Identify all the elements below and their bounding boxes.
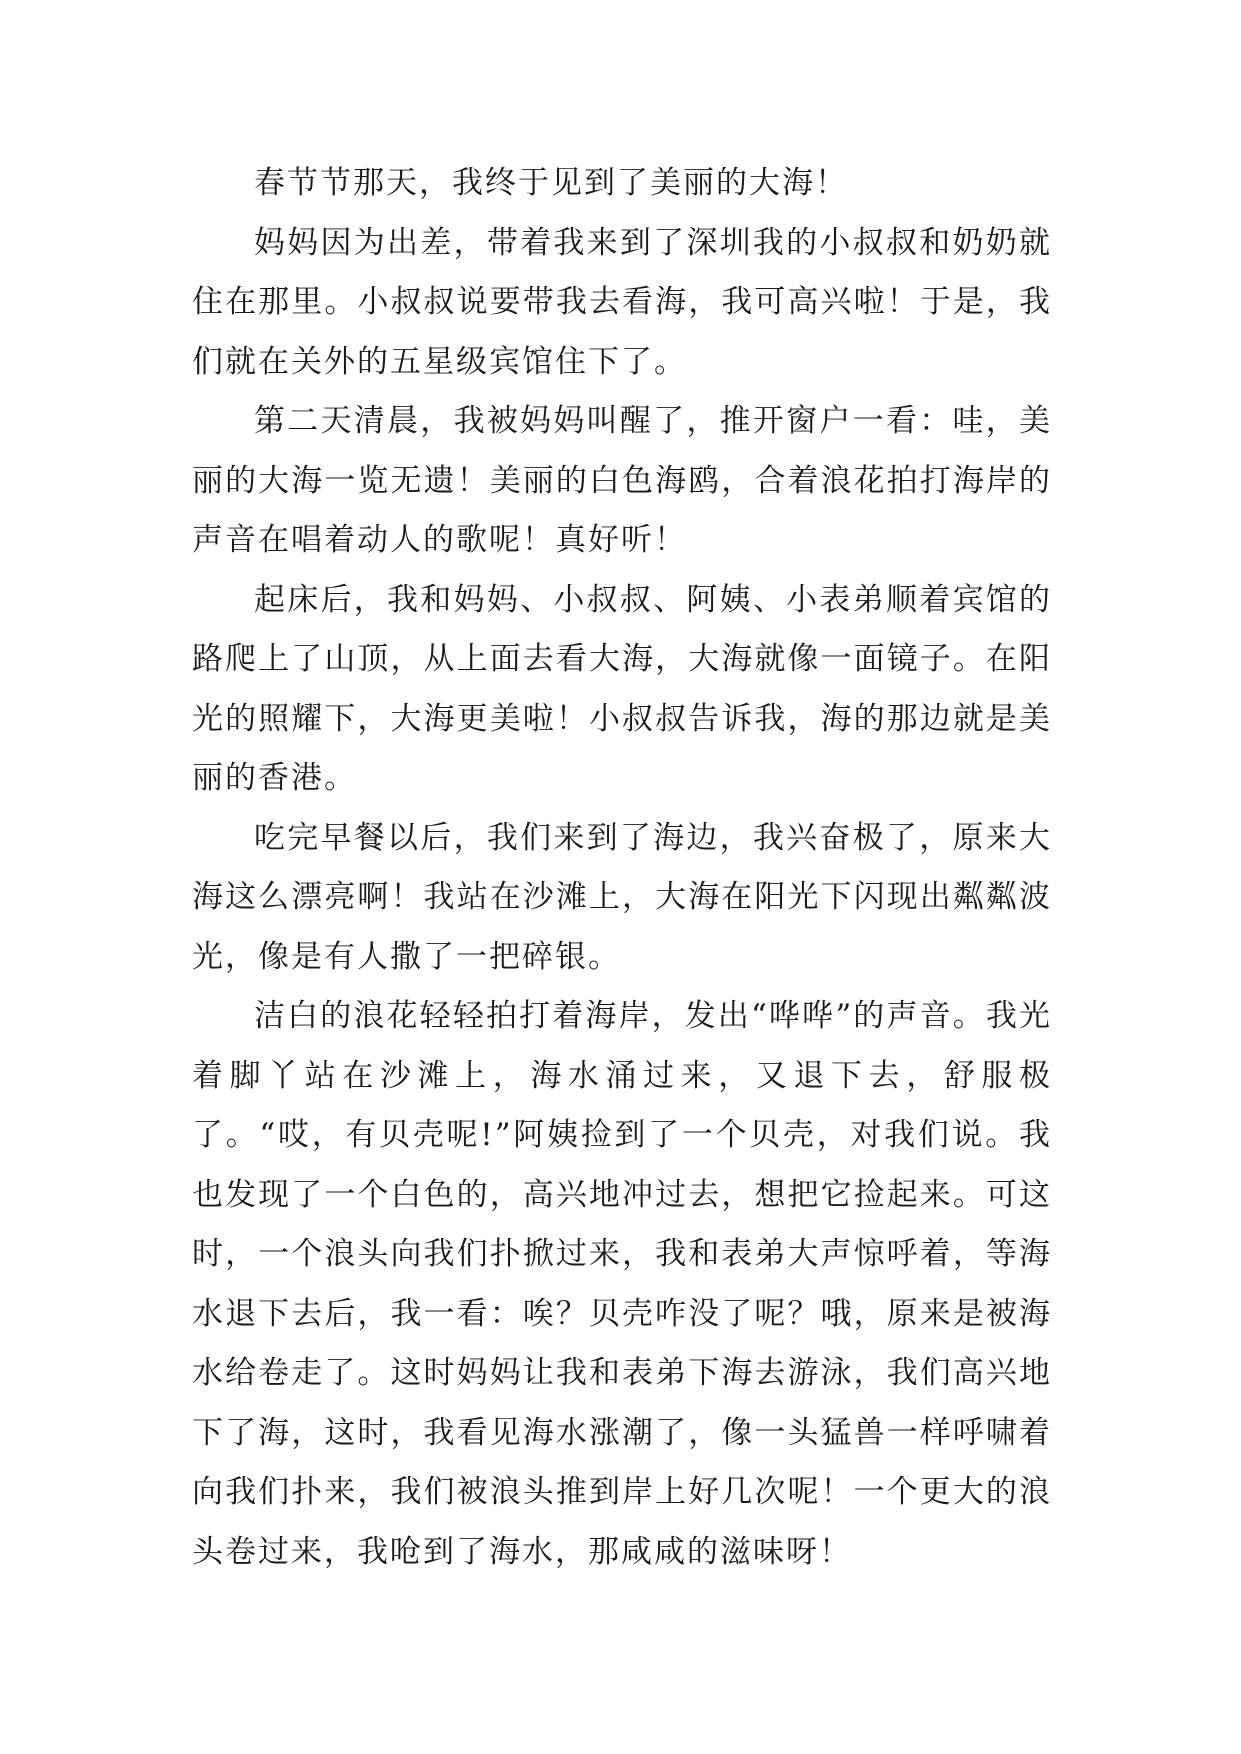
paragraph: 第二天清晨，我被妈妈叫醒了，推开窗户一看：哇，美丽的大海一览无遗！美丽的白色海鸥，合着浪花拍打海岸的声音在唱着动人的歌呢！真好听！ bbox=[192, 403, 1052, 558]
paragraph: 妈妈因为出差，带着我来到了深圳我的小叔叔和奶奶就住在那里。小叔叔说要带我去看海，我可高兴啦！于是，我们就在关外的五星级宾馆住下了。 bbox=[192, 224, 1052, 380]
paragraph: 洁白的浪花轻轻拍打着海岸，发出“哗哗”的声音。我光着脚丫站在沙滩上，海水涌过来，又退下去，舒服极了。“哎，有贝壳呢!”阿姨捡到了一个贝壳，对我们说。我也发现了一个白色的，高兴地冲过去，想把它捡起来。可这时，一个浪头向我们扑掀过来，我和表弟大声惊呼着，等海水退下去后，我一看：唉？贝壳咋没了呢？哦，原来是被海水给卷走了。这时妈妈让我和表弟下海去游泳，我们高兴地下了海，这时，我看见海水涨潮了，像一头猛兽一样呼啸着向我们扑来，我们被浪头推到岸上好几次呢！一个更大的浪头卷过来，我呛到了海水，那咸咸的滋味呀！ bbox=[192, 998, 1052, 1570]
paragraph: 吃完早餐以后，我们来到了海边，我兴奋极了，原来大海这么漂亮啊！我站在沙滩上，大海在阳光下闪现出粼粼波光，像是有人撒了一把碎银。 bbox=[192, 819, 1052, 975]
document-body bbox=[192, 154, 1052, 1582]
paragraph: 春节节那天，我终于见到了美丽的大海！ bbox=[254, 165, 848, 201]
paragraph: 起床后，我和妈妈、小叔叔、阿姨、小表弟顺着宾馆的路爬上了山顶，从上面去看大海，大海就像一面镜子。在阳光的照耀下，大海更美啦！小叔叔告诉我，海的那边就是美丽的香港。 bbox=[192, 581, 1052, 796]
